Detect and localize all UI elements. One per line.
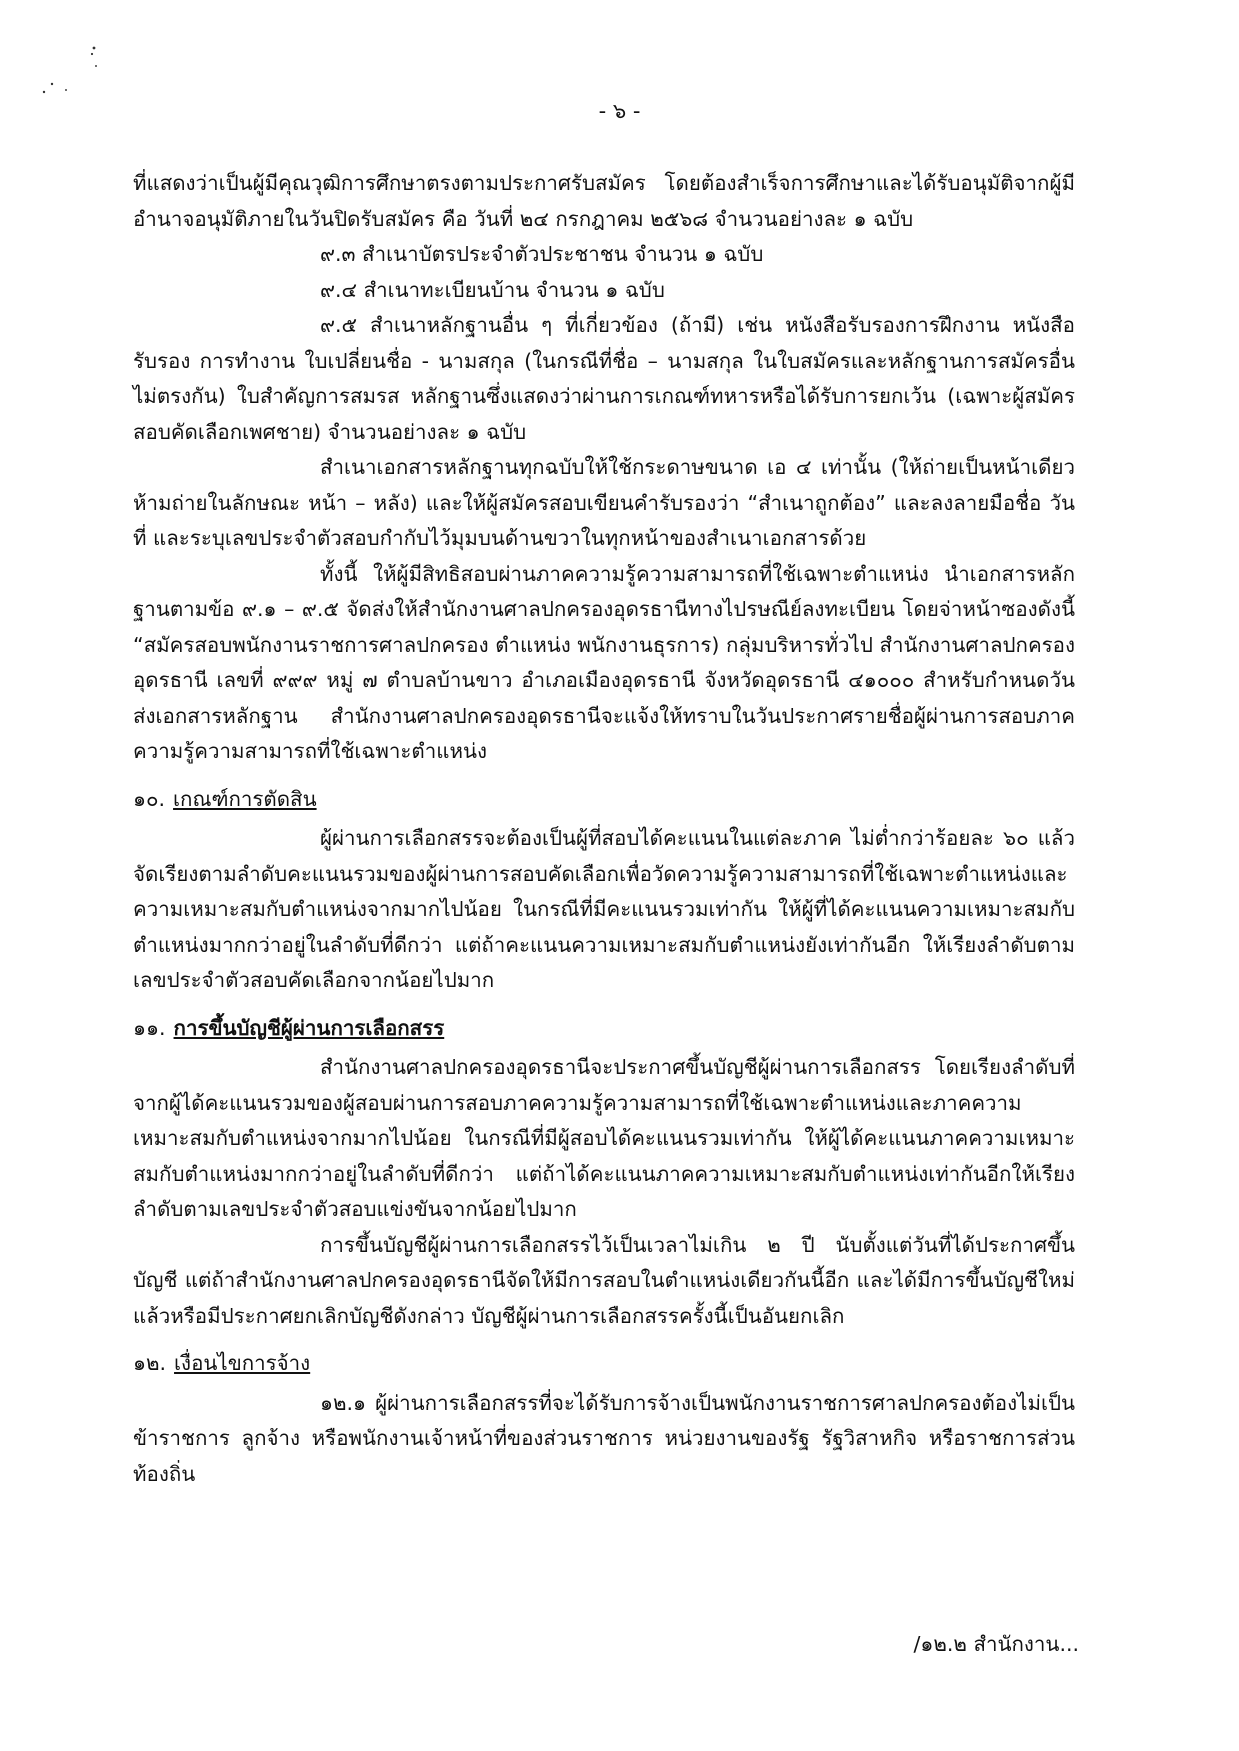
section-body: ผู้ผ่านการเลือกสรรจะต้องเป็นผู้ที่สอบได้คะแนนในแต่ละภาค ไม่ต่ำกว่าร้อยละ ๖๐ แล้วจัดเรียงตามลำดับคะแนนรวมของผู้ผ่านการสอบคัดเลือกเพื่อวัดความรู้ความสามารถที่ใช้เฉพาะตำแหน่งและความเหมาะสมกับตำแหน่งจากมากไปน้อย ในกรณีที่มีคะแนนรวมเท่ากัน ให้ผู้ที่ได้คะแนนความเหมาะสมกับตำแหน่งมากกว่าอยู่ในลำดับที่ดีกว่า แต่ถ้าคะแนนความเหมาะสมกับตำแหน่งยังเท่ากันอีก ให้เรียงลำดับตามเลขประจำตัวสอบคัดเลือกจากน้อยไปมาก	[133, 826, 1075, 992]
section-body: สำนักงานศาลปกครองอุดรธานีจะประกาศขึ้นบัญชีผู้ผ่านการเลือกสรร โดยเรียงลำดับที่จากผู้ได้คะแนนรวมของผู้สอบผ่านการสอบภาคความรู้ความสามารถที่ใช้เฉพาะตำแหน่งและภาคความเหมาะสมกับตำแหน่งจากมากไปน้อย ในกรณีที่มีผู้สอบได้คะแนนรวมเท่ากัน ให้ผู้ได้คะแนนภาคความเหมาะสมกับตำแหน่งมากกว่าอยู่ในลำดับที่ดีกว่า แต่ถ้าได้คะแนนภาคความเหมาะสมกับตำแหน่งเท่ากันอีกให้เรียงลำดับตามเลขประจำตัวสอบแข่งขันจากน้อยไปมาก	[133, 1055, 1075, 1221]
section-body: การขึ้นบัญชีผู้ผ่านการเลือกสรรไว้เป็นเวลาไม่เกิน ๒ ปี นับตั้งแต่วันที่ได้ประกาศขึ้นบัญชี แต่ถ้าสำนักงานศาลปกครองอุดรธานีจัดให้มีการสอบในตำแหน่งเดียวกันนี้อีก และได้มีการขึ้นบัญชีใหม่แล้วหรือมีประกาศยกเลิกบัญชีดังกล่าว บัญชีผู้ผ่านการเลือกสรรครั้งนี้เป็นอันยกเลิก	[133, 1232, 1075, 1328]
paragraph-item-9-4: ๙.๔ สำเนาทะเบียนบ้าน จำนวน ๑ ฉบับ	[320, 277, 665, 302]
section-number: ๑๑.	[133, 1015, 166, 1040]
section-title: เงื่อนไขการจ้าง	[174, 1351, 311, 1375]
section-heading-12	[133, 1346, 1075, 1382]
section-title: เกณฑ์การตัดสิน	[173, 786, 317, 811]
page-number: - ๖ -	[598, 99, 641, 123]
section-title: การขึ้นบัญชีผู้ผ่านการเลือกสรร	[173, 1015, 445, 1040]
section-heading-10	[133, 782, 1075, 818]
paragraph: ที่แสดงว่าเป็นผู้มีคุณวุฒิการศึกษาตรงตามประกาศรับสมัคร โดยต้องสำเร็จการศึกษาและได้รับอนุมัติจากผู้มีอำนาจอนุมัติภายในวันปิดรับสมัคร คือ วันที่ ๒๔ กรกฎาคม ๒๕๖๘ จำนวนอย่างละ ๑ ฉบับ	[133, 171, 1075, 231]
document-body	[133, 166, 1075, 1492]
paragraph: สำเนาเอกสารหลักฐานทุกฉบับให้ใช้กระดาษขนาด เอ ๔ เท่านั้น (ให้ถ่ายเป็นหน้าเดียว ห้ามถ่ายในลักษณะ หน้า – หลัง) และให้ผู้สมัครสอบเขียนคำรับรองว่า “สำเนาถูกต้อง” และลงลายมือชื่อ วันที่ และระบุเลขประจำตัวสอบกำกับไว้มุมบนด้านขวาในทุกหน้าของสำเนาเอกสารด้วย	[133, 455, 1075, 550]
section-body: ๑๒.๑ ผู้ผ่านการเลือกสรรที่จะได้รับการจ้างเป็นพนักงานราชการศาลปกครองต้องไม่เป็นข้าราชการ ลูกจ้าง หรือพนักงานเจ้าหน้าที่ของส่วนราชการ หน่วยงานของรัฐ รัฐวิสาหกิจ หรือราชการส่วนท้องถิ่น	[133, 1390, 1075, 1486]
paragraph-item-9-5: ๙.๕ สำเนาหลักฐานอื่น ๆ ที่เกี่ยวข้อง (ถ้ามี) เช่น หนังสือรับรองการฝึกงาน หนังสือรับรอง การทำงาน ใบเปลี่ยนชื่อ - นามสกุล (ในกรณีที่ชื่อ – นามสกุล ในใบสมัครและหลักฐานการสมัครอื่นไม่ตรงกัน) ใบสำคัญการสมรส หลักฐานซึ่งแสดงว่าผ่านการเกณฑ์ทหารหรือได้รับการยกเว้น (เฉพาะผู้สมัครสอบคัดเลือกเพศชาย) จำนวนอย่างละ ๑ ฉบับ	[133, 313, 1075, 444]
continuation-note: /๑๒.๒ สำนักงาน...	[913, 1632, 1079, 1656]
section-heading-11	[133, 1011, 1075, 1047]
section-number: ๑๐.	[133, 786, 166, 811]
section-number: ๑๒.	[133, 1351, 167, 1375]
paragraph-item-9-3: ๙.๓ สำเนาบัตรประจำตัวประชาชน จำนวน ๑ ฉบับ	[320, 242, 764, 266]
paragraph: ทั้งนี้ ให้ผู้มีสิทธิสอบผ่านภาคความรู้ความสามารถที่ใช้เฉพาะตำแหน่ง นำเอกสารหลักฐานตามข้อ ๙.๑ – ๙.๕ จัดส่งให้สำนักงานศาลปกครองอุดรธานีทางไปรษณีย์ลงทะเบียน โดยจ่าหน้าซองดังนี้ “สมัครสอบพนักงานราชการศาลปกครอง ตำแหน่ง พนักงานธุรการ) กลุ่มบริหารทั่วไป สำนักงานศาลปกครองอุดรธานี เลขที่ ๙๙๙ หมู่ ๗ ตำบลบ้านขาว อำเภอเมืองอุดรธานี จังหวัดอุดรธานี ๔๑๐๐๐ สำหรับกำหนดวันส่งเอกสารหลักฐาน สำนักงานศาลปกครองอุดรธานีจะแจ้งให้ทราบในวันประกาศรายชื่อผู้ผ่านการสอบภาคความรู้ความสามารถที่ใช้เฉพาะตำแหน่ง	[133, 561, 1075, 763]
